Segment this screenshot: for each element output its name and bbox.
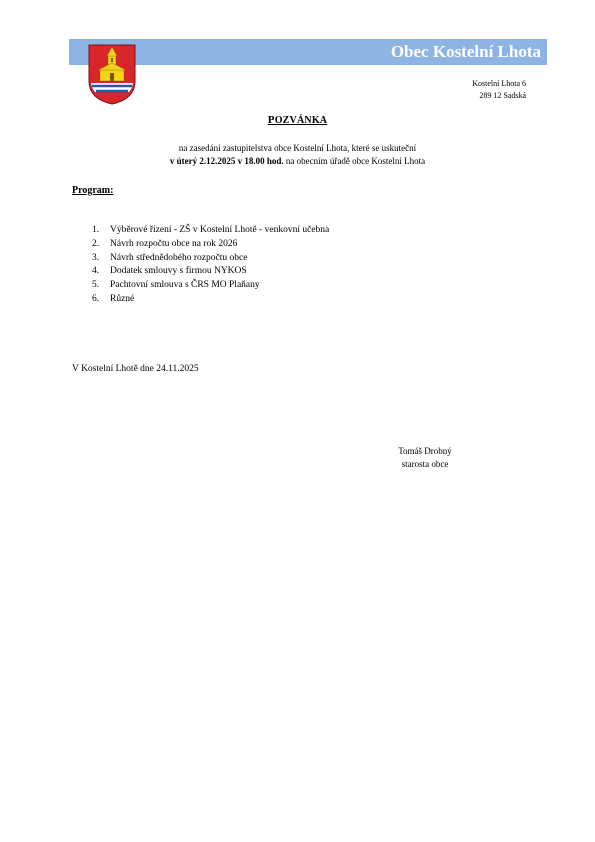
program-label: Program: bbox=[72, 185, 114, 196]
municipality-title: Obec Kostelní Lhota bbox=[390, 42, 541, 61]
signature-role: starosta obce bbox=[401, 459, 449, 469]
invitation-line-2: v úterý 2.12.2025 v 18.00 hod. na obecním úřadě obce Kostelní Lhota bbox=[169, 156, 426, 166]
municipality-address bbox=[472, 78, 526, 102]
address-line-2: 289 12 Sadská bbox=[479, 91, 526, 100]
list-item: 6. Různé bbox=[92, 293, 135, 304]
list-item: 2. Návrh rozpočtu obce na rok 2026 bbox=[92, 238, 238, 249]
invitation-text bbox=[0, 142, 595, 168]
date-line: V Kostelní Lhotě dne 24.11.2025 bbox=[72, 364, 199, 374]
coat-of-arms-icon bbox=[87, 43, 137, 105]
list-item: 5. Pachtovní smlouva s ČRS MO Plaňany bbox=[92, 280, 260, 291]
header-banner bbox=[69, 39, 547, 65]
address-line-1: Kostelní Lhota 6 bbox=[472, 79, 526, 88]
agenda-list bbox=[92, 224, 329, 307]
invitation-line-1: na zasedání zastupitelstva obce Kostelní Lhota, které se uskuteční bbox=[178, 143, 417, 153]
list-item: 3. Návrh střednědobého rozpočtu obce bbox=[92, 252, 248, 263]
list-item: 4. Dodatek smlouvy s firmou NYKOS bbox=[92, 266, 247, 277]
signature-name: Tomáš Drobný bbox=[398, 446, 452, 456]
document-heading: POZVÁNKA bbox=[267, 114, 328, 126]
list-item: 1. Výběrové řízení - ZŠ v Kostelní Lhotě - venkovní učebna bbox=[92, 225, 330, 235]
signature-block bbox=[370, 445, 480, 471]
